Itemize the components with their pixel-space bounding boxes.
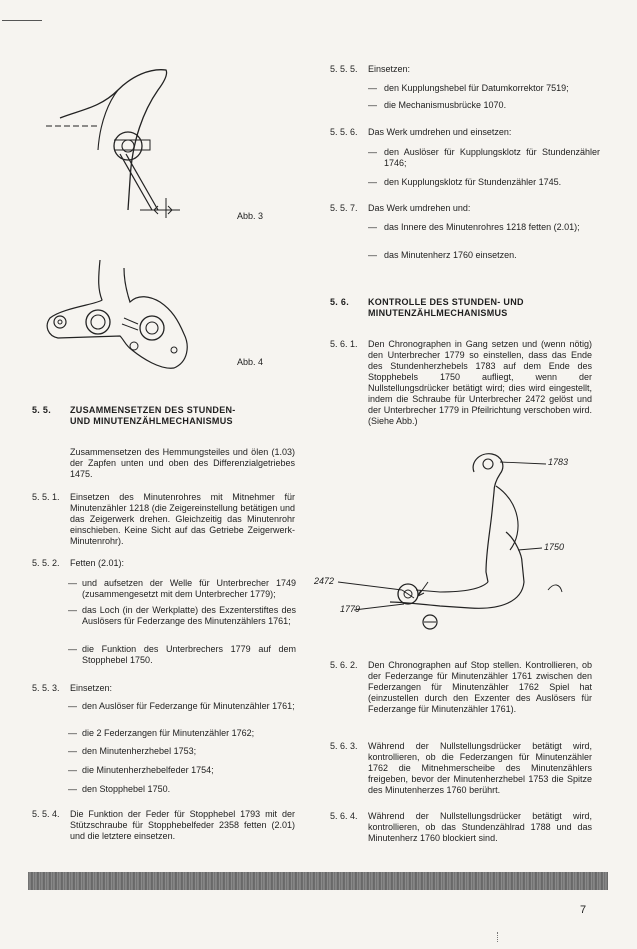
section-number: 5. 5. 7.: [330, 203, 358, 213]
section-text: Die Funktion der Feder für Stopphebel 1793 mit der Stützschraube für Stopphebelfeder 2358 fetten (2.01) und die letztere einsetzen.: [70, 809, 295, 841]
list-item: — den Minutenherzhebel 1753;: [68, 746, 197, 756]
list-item: — die Minutenherzhebelfeder 1754;: [68, 765, 214, 775]
section-5-5-4: [32, 809, 302, 849]
list-item: — den Kupplungsklotz für Stundenzähler 1745.: [368, 177, 562, 187]
label-1779: 1779: [340, 604, 361, 614]
section-number: 5. 6. 1.: [330, 339, 358, 349]
list-item: — das Loch (in der Werkplatte) des Exzenterstiftes des Auslösers für Federzange des Minutenzählers 1761;: [68, 605, 296, 626]
list-item: — die 2 Federzangen für Minutenzähler 1762;: [68, 728, 255, 738]
section-5-5-2: [32, 558, 302, 572]
label-2472: 2472: [314, 576, 335, 586]
section-5-6-2: [330, 660, 600, 724]
heading-line-1: KONTROLLE DES STUNDEN- UND: [368, 297, 524, 307]
section-number: 5. 6. 4.: [330, 811, 358, 821]
section-number: 5. 5. 2.: [32, 558, 60, 568]
heading-line-2: MINUTENZÄHLMECHANISMUS: [368, 308, 508, 318]
heading-line-2: UND MINUTENZÄHLMECHANISMUS: [70, 416, 233, 426]
figure-4-drawing: [42, 250, 202, 380]
section-number: 5. 5. 4.: [32, 809, 60, 819]
list-item: — den Auslöser für Kupplungsklotz für Stundenzähler 1746;: [368, 147, 600, 168]
section-5-6: [330, 297, 600, 323]
section-5-5-7: [330, 203, 600, 217]
heading-line-1: ZUSAMMENSETZEN DES STUNDEN-: [70, 405, 236, 415]
section-5-5-6: [330, 127, 600, 141]
section-text: Während der Nullstellungsdrücker betätigt wird, kontrollieren, ob das Stundenzählrad 1788 und das Minutenherz 1760 blockiert sind.: [368, 811, 592, 843]
figure-4-caption: Abb. 4: [237, 357, 264, 367]
section-text: Den Chronographen auf Stop stellen. Kontrollieren, ob der Federzange für Minutenzähler 1761 zwischen den Federzangen für Minutenzähler 1762 Spiel hat (einzustellen durch den Exzenter des Auslösers für Federzange für Minutenzähler 1761).: [368, 660, 592, 714]
section-5-5-1: [32, 492, 302, 552]
section-text: Einsetzen:: [368, 64, 411, 74]
section-number: 5. 6.: [330, 297, 350, 307]
section-text: Einsetzen des Minutenrohres mit Mitnehmer für Minutenzähler 1218 (die Zeigereinstellung betätigen und das Zeigerwerk drehen. Gleichzeitig das Minutenrohr einschieben. Keine Sicht auf das Getriebe Zeigerwerk-Minutenrohr).: [70, 492, 295, 546]
section-5-6-1: [330, 339, 600, 426]
section-text: Das Werk umdrehen und:: [368, 203, 471, 213]
label-1783: 1783: [548, 457, 569, 467]
section-5-5-5: [330, 64, 600, 78]
section-text: Fetten (2.01):: [70, 558, 125, 568]
section-5-6-4: [330, 811, 600, 847]
list-item: — den Auslöser für Federzange für Minutenzähler 1761;: [68, 701, 295, 711]
section-number: 5. 5. 1.: [32, 492, 60, 502]
section-text: Das Werk umdrehen und einsetzen:: [368, 127, 512, 137]
top-scan-line: [2, 20, 42, 21]
scan-mark: [497, 932, 502, 942]
section-text: Den Chronographen in Gang setzen und (wenn nötig) den Unterbrecher 1779 so einstellen, dass das Ende des Stundenherzhebels 1783 auf dem Ende des Stopphebels 1750 aufliegt, wenn der Nullstellungsdrücker betätigt wird; dies wird eingestellt, indem die Schraube für Unterbrecher 2472 gelöst und der Unterbrecher 1779 in Pfeilrichtung verschoben wird. (Siehe Abb.): [368, 339, 592, 426]
section-5-5-3: [32, 683, 302, 697]
section-number: 5. 5.: [32, 405, 52, 415]
section-number: 5. 5. 6.: [330, 127, 358, 137]
section-text: Während der Nullstellungsdrücker betätigt wird, kontrollieren, ob die Federzangen für Minutenzähler 1762 die Mitnehmerscheibe des Minutenzählers freigeben, bevor der Minutenherzhebel 1753 die Spitze des Minutenherzes 1760 berührt.: [368, 741, 592, 795]
list-item: — die Mechanismusbrücke 1070.: [368, 100, 507, 110]
list-item: — das Innere des Minutenrohres 1218 fetten (2.01);: [368, 222, 580, 232]
list-item: — den Kupplungshebel für Datumkorrektor 7519;: [368, 83, 569, 93]
section-5-6-3: [330, 741, 600, 801]
list-item: — das Minutenherz 1760 einsetzen.: [368, 250, 517, 260]
figure-3-caption: Abb. 3: [237, 211, 264, 221]
chronograph-mechanism-figure: [310, 432, 610, 632]
footer-bar: [28, 872, 608, 890]
section-number: 5. 5. 3.: [32, 683, 60, 693]
section-heading: [70, 405, 300, 427]
label-1750: 1750: [544, 542, 565, 552]
section-heading: [368, 297, 598, 319]
section-number: 5. 6. 3.: [330, 741, 358, 751]
list-item: — den Stopphebel 1750.: [68, 784, 171, 794]
section-number: 5. 5. 5.: [330, 64, 358, 74]
figure-3-drawing: [40, 60, 200, 220]
page-number: 7: [580, 904, 587, 916]
section-number: 5. 6. 2.: [330, 660, 358, 670]
section-5-5-intro: Zusammensetzen des Hemmungsteiles und ölen (1.03) der Zapfen unten und oben des Differenzialgetriebes 1475.: [70, 447, 295, 479]
list-item: — und aufsetzen der Welle für Unterbrecher 1749 (zusammengesetzt mit dem Unterbrecher 1779);: [68, 578, 296, 599]
section-text: Einsetzen:: [70, 683, 113, 693]
section-5-5: [32, 405, 302, 435]
list-item: — die Funktion des Unterbrechers 1779 auf dem Stopphebel 1750.: [68, 644, 296, 665]
